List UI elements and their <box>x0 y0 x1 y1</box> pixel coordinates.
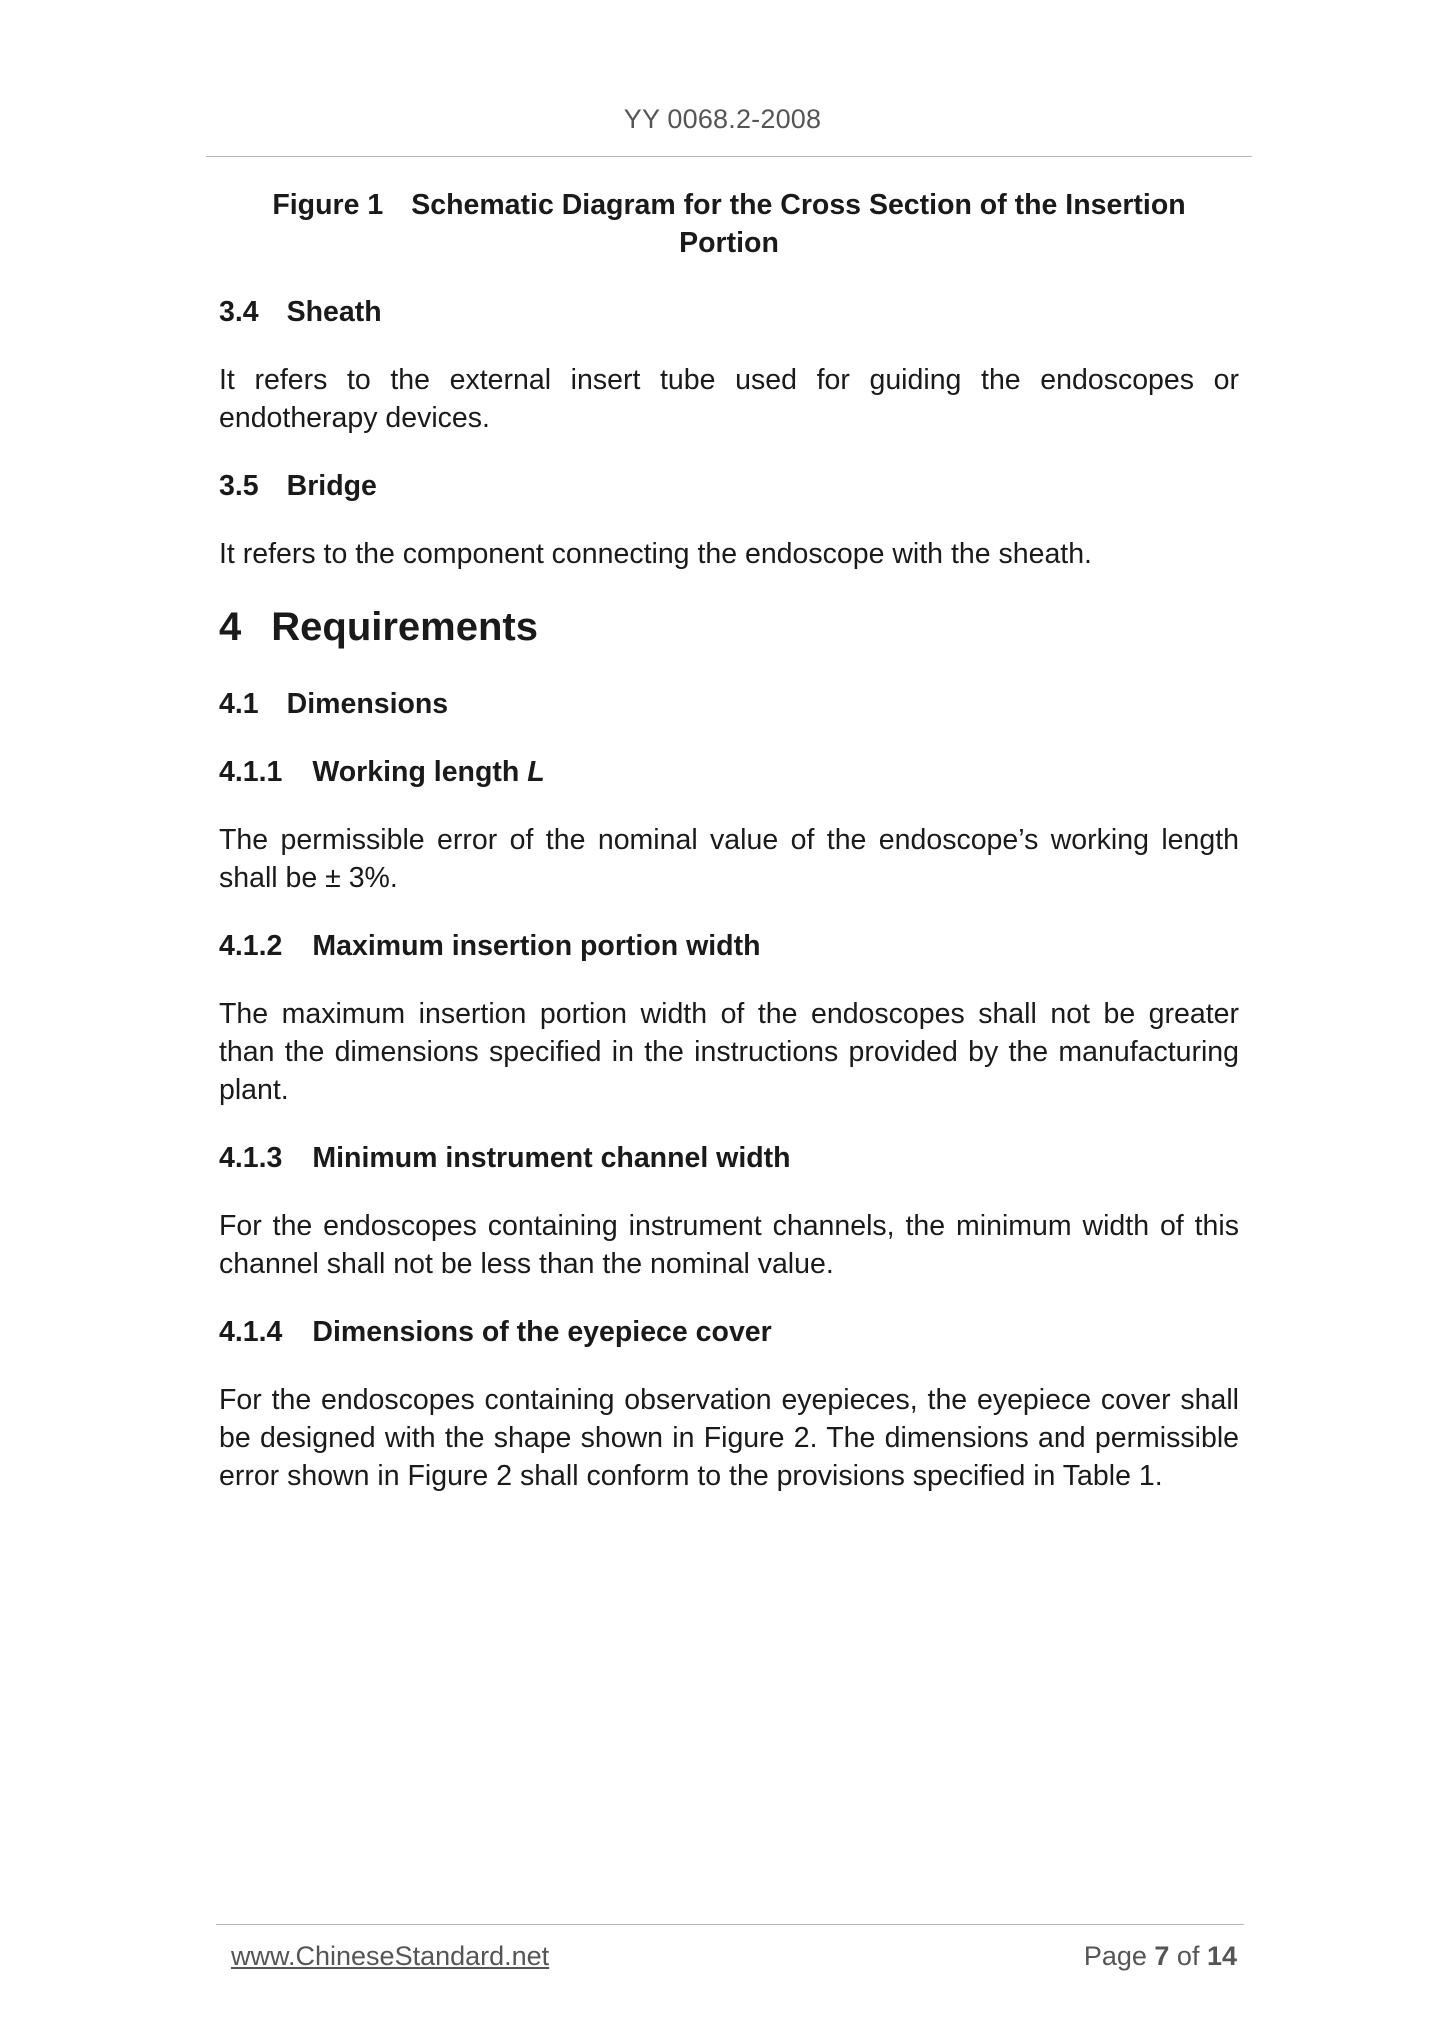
heading-4-1 <box>219 685 1239 723</box>
paragraph-3-5: It refers to the component connecting the endoscope with the sheath. <box>219 538 1092 570</box>
page-of: of <box>1169 1941 1207 1971</box>
paragraph-4-1-1: The permissible error of the nominal value of the endoscope’s working length shall be ± 3%. <box>219 824 1239 894</box>
heading-number: 4.1.3 <box>219 1142 283 1174</box>
section-title: Requirements <box>271 605 538 649</box>
heading-4-1-1 <box>219 753 1239 791</box>
page-total: 14 <box>1206 1941 1237 1971</box>
heading-3-4 <box>219 293 1239 331</box>
heading-title: Maximum insertion portion width <box>312 930 761 962</box>
document-id-header: YY 0068.2-2008 <box>623 104 822 134</box>
heading-title: Minimum instrument channel width <box>312 1142 791 1174</box>
section-heading-4 <box>219 603 1239 651</box>
paragraph-3-4: It refers to the external insert tube used for guiding the endoscopes or endotherapy devices. <box>219 364 1239 434</box>
heading-title: Sheath <box>286 296 382 328</box>
heading-title: Working length <box>312 756 528 788</box>
paragraph-4-1-3: For the endoscopes containing instrument channels, the minimum width of this channel shall not be less than the nominal value. <box>219 1210 1239 1280</box>
heading-number: 4.1.1 <box>219 756 283 788</box>
paragraph-4-1-2: The maximum insertion portion width of the endoscopes shall not be greater than the dimensions specified in the instructions provided by the manufacturing plant. <box>219 998 1239 1106</box>
page-content <box>219 186 1239 1525</box>
figure-label: Figure 1 <box>272 189 384 221</box>
heading-title: Bridge <box>286 470 377 502</box>
heading-number: 4.1.4 <box>219 1316 283 1348</box>
page-current: 7 <box>1154 1941 1170 1971</box>
heading-title: Dimensions of the eyepiece cover <box>312 1316 772 1348</box>
website-link[interactable]: www.ChineseStandard.net <box>231 1941 550 1971</box>
figure-caption <box>219 186 1239 262</box>
paragraph-4-1-4: For the endoscopes containing observation eyepieces, the eyepiece cover shall be designed with the shape shown in Figure 2. The dimensions and permissible error shown in Figure 2 shall conform to the provisions specified in Table 1. <box>219 1384 1239 1492</box>
heading-4-1-4 <box>219 1313 1239 1351</box>
heading-number: 3.5 <box>219 470 259 502</box>
page-prefix: Page <box>1083 1941 1155 1971</box>
heading-number: 4.1 <box>219 688 259 720</box>
figure-title-line1: Schematic Diagram for the Cross Section of the Insertion <box>411 189 1186 221</box>
heading-3-5 <box>219 467 1239 505</box>
footer-divider <box>216 1924 1244 1925</box>
heading-title: Dimensions <box>286 688 449 720</box>
heading-number: 3.4 <box>219 296 259 328</box>
header-divider <box>206 156 1252 157</box>
heading-number: 4.1.2 <box>219 930 283 962</box>
page-number <box>1084 1941 1237 1972</box>
section-number: 4 <box>219 605 242 649</box>
heading-4-1-2 <box>219 927 1239 965</box>
figure-title-line2: Portion <box>679 227 779 259</box>
heading-4-1-3 <box>219 1139 1239 1177</box>
heading-title-italic-symbol: L <box>527 756 545 788</box>
